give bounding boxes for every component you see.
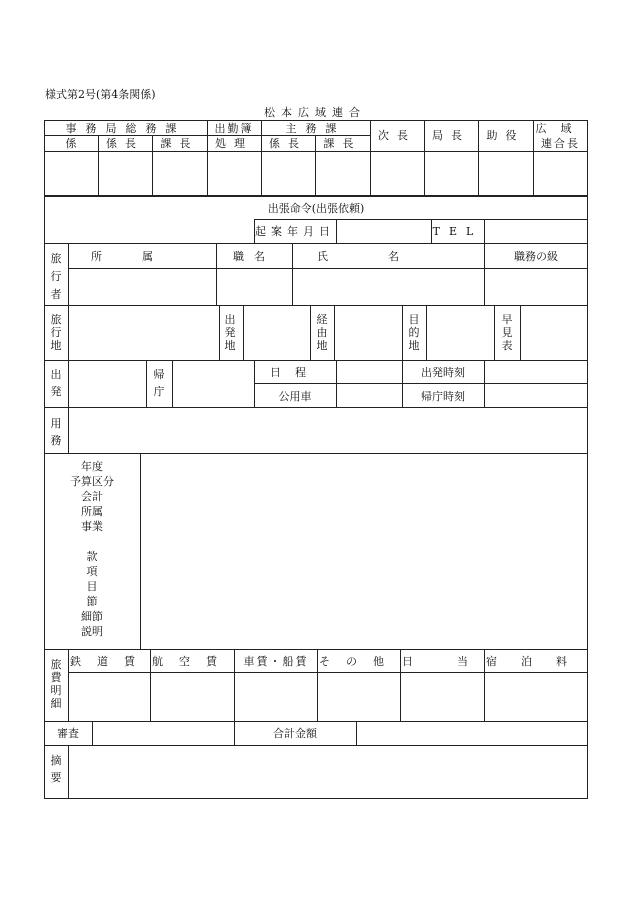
hayami-label: 早見表 [501,313,513,352]
expenses-label: 旅費明細 [50,658,62,710]
approval-kacho1-label: 課長 [160,137,199,150]
form-number: 様式第2号(第4条関係) [45,88,156,101]
kicho-label: 帰庁 [153,368,165,398]
remarks-label: 摘要 [50,754,62,784]
purpose-label: 用務 [50,417,62,447]
order-title: 出張命令(出張依頼) [267,202,365,215]
approval-shumu-header: 主務課 [285,122,346,135]
destination-place-label: 目的地 [408,313,420,352]
approval-kacho2-label: 課長 [323,137,362,150]
shuppatsu-label: 出発 [50,368,62,398]
depart-time-label: 出発時刻 [421,366,465,379]
approval-jimu-header: 事務局総務課 [65,122,186,135]
nittei-label: 日程 [270,366,320,379]
tetsudo-label: 鉄道賃 [70,655,151,668]
nitto-label: 日当 [402,655,512,668]
kian-date-label: 起案年月日 [255,225,335,238]
approval-joyaku-label: 助役 [486,129,525,142]
destination-label: 旅行地 [50,313,62,352]
koku-label: 航空賃 [152,655,233,668]
approval-shukkinbo-sub: 処理 [215,137,253,150]
traveler-label: 旅行者 [50,252,62,301]
approval-kakaricho1-label: 係長 [106,137,144,150]
approval-kyokucho-label: 局長 [432,129,470,142]
approval-kakari-label: 係 [65,137,77,150]
sonota-label: その他 [319,655,400,668]
via-place-label: 経由地 [316,313,328,352]
kyu-label: 職務の級 [514,250,558,263]
shokumei-label: 職名 [233,250,275,263]
shachin-label: 車賃・船賃 [243,655,309,668]
approval-rengocho-line1: 広域 [535,122,586,135]
budget-items: 年度 予算区分 会計 所属 事業 款 項 目 節 細節 説明 [70,460,114,638]
tel-label: TEL [432,225,483,238]
koyosha-label: 公用車 [278,390,312,403]
departure-place-label: 出発地 [224,313,236,352]
shimei-label: 氏名 [317,250,459,263]
total-label: 合計金額 [273,727,317,740]
shinsa-label: 審査 [57,727,79,740]
approval-kakaricho2-label: 係長 [269,137,307,150]
return-time-label: 帰庁時刻 [421,390,465,403]
approval-shukkinbo-header: 出勤簿 [214,122,254,135]
approval-rengocho-line2: 連合長 [541,137,580,150]
approval-jicho-label: 次長 [378,129,416,142]
shukuhaku-label: 宿泊料 [486,655,591,668]
shozoku-label: 所属 [91,250,193,263]
form-title: 松本広域連合 [264,106,366,119]
